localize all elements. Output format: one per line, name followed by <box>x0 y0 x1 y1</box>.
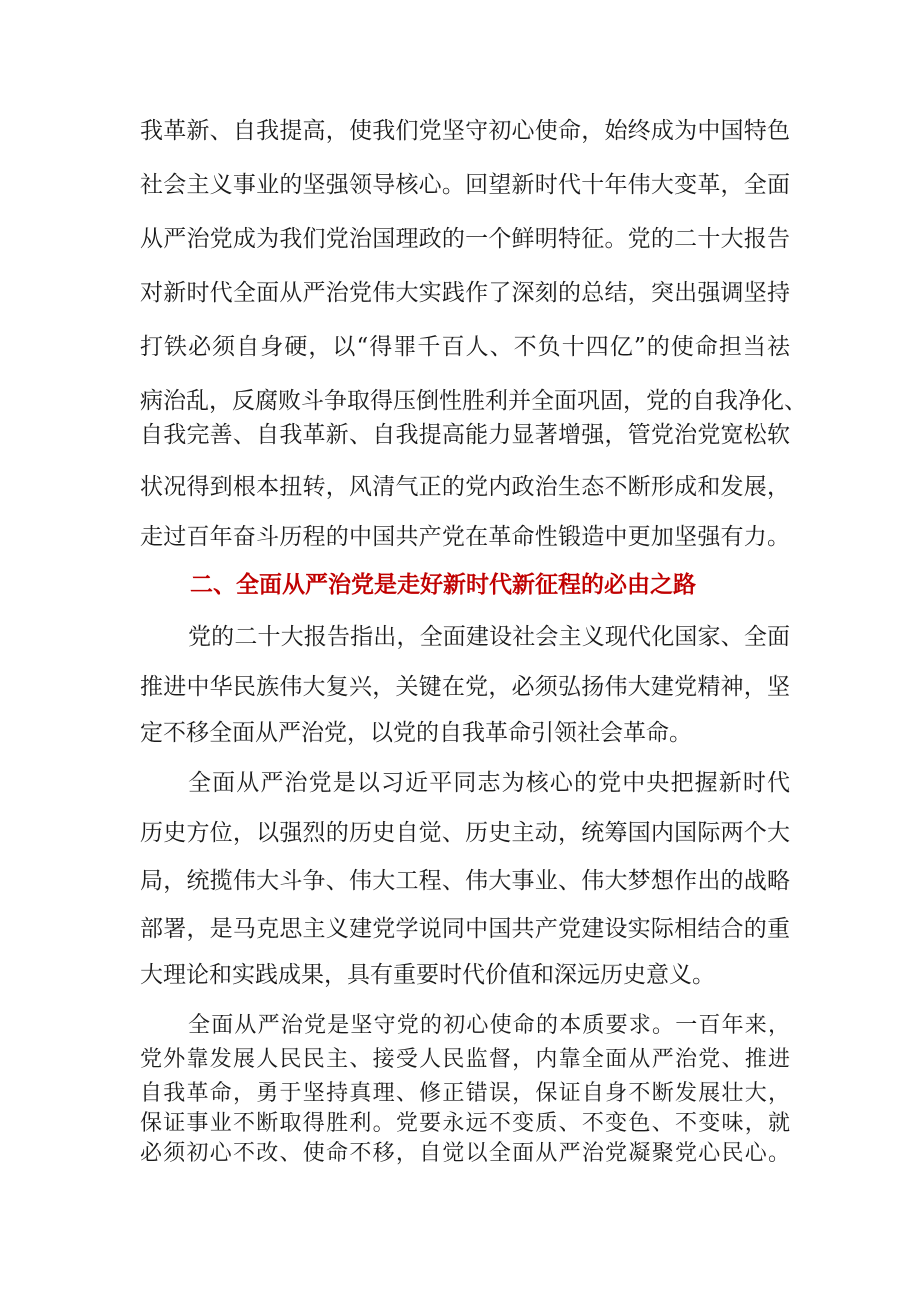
text-line: 党外靠发展人民民主、接受人民监督，内靠全面从严治党、推进 <box>140 1047 790 1072</box>
text-line: 社会主义事业的坚强领导核心。回望新时代十年伟大变革，全面 <box>140 172 790 198</box>
text-line: 必须初心不改、使命不移，自觉以全面从严治党凝聚党心民心。 <box>140 1141 790 1166</box>
text-line: 对新时代全面从严治党伟大实践作了深刻的总结，突出强调坚持 <box>140 280 790 306</box>
text-line: 局，统揽伟大斗争、伟大工程、伟大事业、伟大梦想作出的战略 <box>140 868 790 894</box>
section-heading: 二、全面从严治党是走好新时代新征程的必由之路 <box>190 572 696 598</box>
text-line: 历史方位，以强烈的历史自觉、历史主动，统筹国内国际两个大 <box>140 820 790 846</box>
text-line: 部署，是马克思主义建党学说同中国共产党建设实际相结合的重 <box>140 916 790 942</box>
text-line: 走过百年奋斗历程的中国共产党在革命性锻造中更加坚强有力。 <box>140 524 790 550</box>
text-line: 我革新、自我提高，使我们党坚守初心使命，始终成为中国特色 <box>140 118 790 144</box>
text-line: 病治乱，反腐败斗争取得压倒性胜利并全面巩固，党的自我净化、 <box>140 388 807 414</box>
text-line: 从严治党成为我们党治国理政的一个鲜明特征。党的二十大报告 <box>140 226 790 252</box>
text-line: 自我革命，勇于坚持真理、修正错误，保证自身不断发展壮大， <box>140 1081 790 1106</box>
text-line: 状况得到根本扭转，风清气正的党内政治生态不断形成和发展， <box>140 474 790 500</box>
text-line: 保证事业不断取得胜利。党要永远不变质、不变色、不变味，就 <box>140 1111 790 1136</box>
text-line: 党的二十大报告指出，全面建设社会主义现代化国家、全面 <box>188 624 790 650</box>
text-line: 推进中华民族伟大复兴，关键在党，必须弘扬伟大建党精神，坚 <box>140 674 790 700</box>
text-line: 大理论和实践成果，具有重要时代价值和深远历史意义。 <box>140 962 715 988</box>
text-line: 打铁必须自身硬，以“得罪千百人、不负十四亿”的使命担当祛 <box>140 334 790 360</box>
text-line: 全面从严治党是以习近平同志为核心的党中央把握新时代 <box>188 770 790 796</box>
text-line: 全面从严治党是坚守党的初心使命的本质要求。一百年来， <box>188 1013 790 1038</box>
text-line: 自我完善、自我革新、自我提高能力显著增强，管党治党宽松软 <box>140 422 790 448</box>
text-line: 定不移全面从严治党，以党的自我革命引领社会革命。 <box>140 720 692 746</box>
